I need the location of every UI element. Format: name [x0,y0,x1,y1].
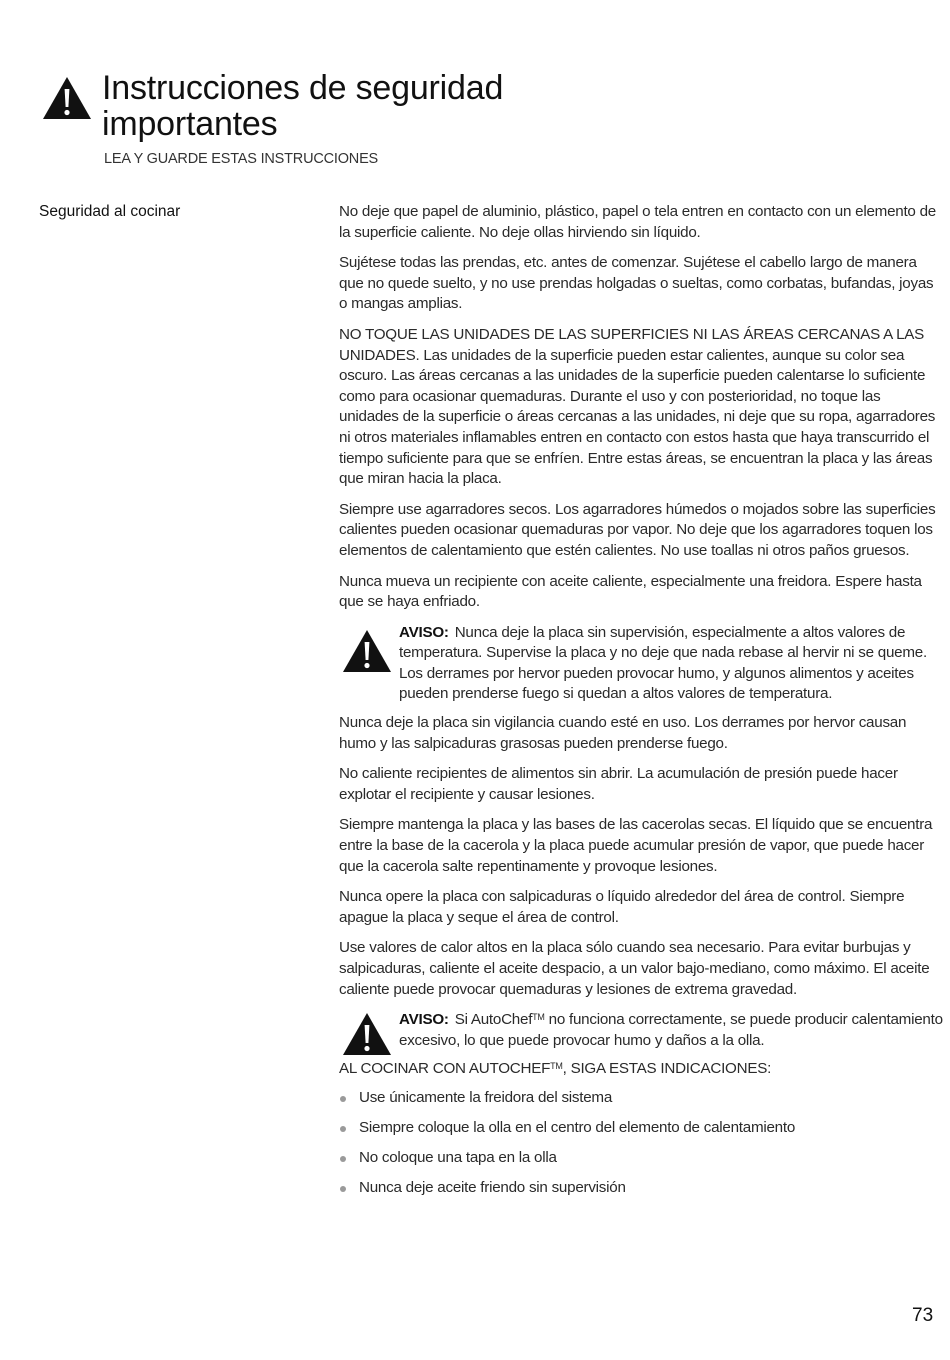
warning-triangle-icon [42,76,92,120]
paragraph: Nunca deje la placa sin vigilancia cuando esté en uso. Los derrames por hervor causan humo y las salpicaduras grasosas pueden prenderse fuego. [339,714,907,752]
list-item [339,1088,944,1109]
bullet-icon [340,1096,346,1102]
paragraph: Nunca opere la placa con salpicaduras o líquido alrededor del área de control. Siempre apague la placa y seque el área de control. [339,888,905,926]
paragraph: Siempre use agarradores secos. Los agarradores húmedos o mojados sobre las superficies calientes pueden ocasionar quemaduras por vapor. No deje que los agarradores toquen los elementos de calentamiento que estén calientes. No use toallas ni otros paños gruesos. [339,500,936,559]
page-title [102,70,503,142]
paragraph: NO TOQUE LAS UNIDADES DE LAS SUPERFICIES NI LAS ÁREAS CERCANAS A LAS UNIDADES. Las unidades de la superficie pueden estar calientes, aunque su color sea oscuro. Las áreas cercanas a las unidades de la superficie pueden calentarse lo suficiente como para ocasionar quemaduras. Durante el uso y con posterioridad, no toque las unidades de la superficie o áreas cercanas a las unidades, ni deje que su ropa, agarradores ni otros materiales inflamables entren en contacto con estos hasta que haya transcurrido el tiempo suficiente para que se enfríen. Entre estas áreas, se encuentran la placa y las áreas que miran hacia la placa. [339,325,936,488]
trademark-symbol: TM [532,1012,545,1023]
warning-text: no funciona correctamente, se puede producir calentamiento excesivo, lo que puede provocar humo y daños a la olla. [399,1011,943,1049]
page-title-line1: Instrucciones de seguridad [102,69,504,107]
bullet-icon [340,1126,346,1132]
paragraph: No caliente recipientes de alimentos sin abrir. La acumulación de presión puede hacer explotar el recipiente y causar lesiones. [339,765,898,803]
list-item [339,1148,944,1169]
autochef-heading-text: AL COCINAR CON AUTOCHEF [339,1060,551,1078]
bullet-icon [340,1186,346,1192]
paragraph: Nunca mueva un recipiente con aceite caliente, especialmente una freidora. Espere hasta que se haya enfriado. [339,572,922,611]
warning-text: Nunca deje la placa sin supervisión, especialmente a altos valores de temperatura. Supervise la placa y no deje que nada rebase al hervir ni se queme. Los derrames por hervor pueden provocar humo, y algunos alimentos y aceites pueden prenderse fuego si quedan a altos valores de temperatura. [399,623,927,703]
page-subtitle: LEA Y GUARDE ESTAS INSTRUCCIONES [104,151,379,167]
autochef-instructions-list [339,1088,944,1199]
paragraph: No deje que papel de aluminio, plástico, papel o tela entren en contacto con un elemento de la superficie caliente. No deje ollas hirviendo sin líquido. [339,203,936,241]
autochef-heading [339,1059,944,1080]
warning-triangle-icon [342,1012,392,1056]
list-item-text: No coloque una tapa en la olla [359,1149,557,1167]
page-title-line2: importantes [102,105,278,143]
list-item-text: Nunca deje aceite friendo sin supervisión [359,1179,626,1197]
bullet-icon [340,1156,346,1162]
warning-notice [339,623,944,705]
paragraph: Use valores de calor altos en la placa sólo cuando sea necesario. Para evitar burbujas y salpicaduras, caliente el aceite despacio, a un valor bajo-mediano, como máximo. El aceite caliente puede provocar quemaduras y lesiones de extrema gravedad. [339,939,930,998]
page-number: 73 [912,1305,934,1326]
warning-triangle-icon [342,629,392,673]
paragraph: Sujétese todas las prendas, etc. antes de comenzar. Sujétese el cabello largo de manera que no quede suelto, y no use prendas holgadas o sueltas, como corbatas, bufandas, joyas o mangas amplias. [339,254,934,313]
list-item [339,1118,944,1139]
section-content [339,202,944,1208]
section-label: Seguridad al cocinar [39,203,181,220]
warning-text: Si AutoChef [454,1011,533,1029]
autochef-heading-text: , SIGA ESTAS INDICACIONES: [562,1060,772,1078]
warning-label: AVISO: [399,1011,449,1029]
list-item-text: Siempre coloque la olla en el centro del elemento de calentamiento [359,1119,796,1137]
trademark-symbol: TM [550,1061,563,1072]
warning-label: AVISO: [399,623,449,641]
list-item-text: Use únicamente la freidora del sistema [359,1088,613,1106]
warning-notice [339,1010,944,1051]
paragraph: Siempre mantenga la placa y las bases de las cacerolas secas. El líquido que se encuentra entre la base de la cacerola y la placa puede acumular presión de vapor, que puede hacer que la cacerola salte repentinamente y provoque lesiones. [339,816,933,875]
list-item [339,1178,944,1199]
